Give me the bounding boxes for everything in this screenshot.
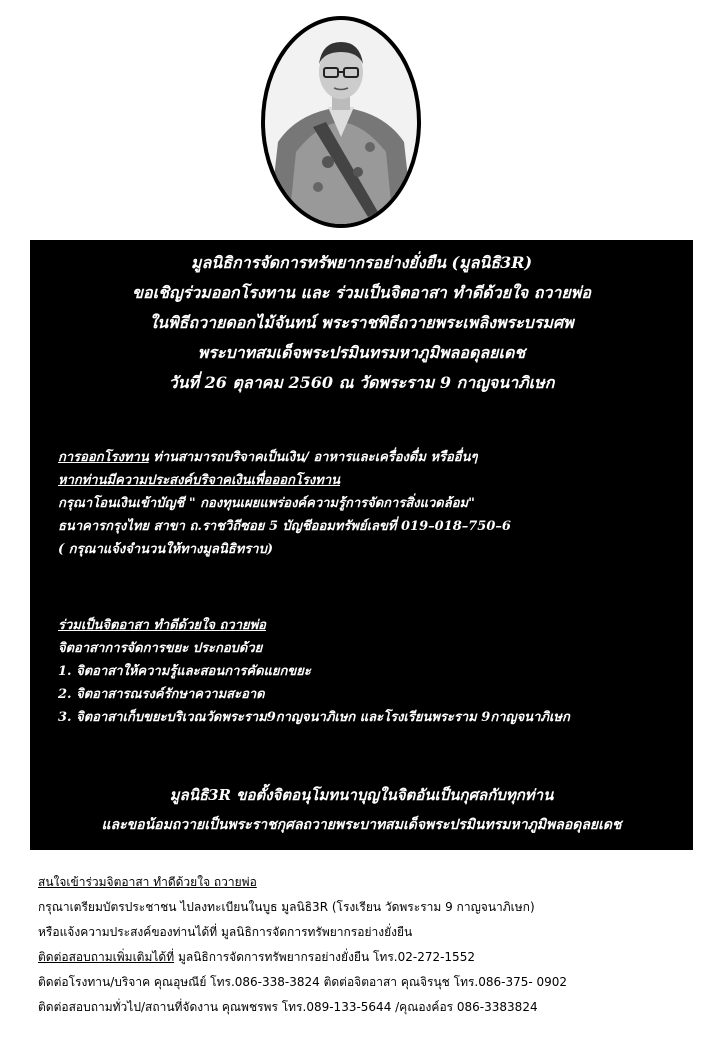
volunteer-section xyxy=(58,614,688,729)
donation-title-rest: ท่านสามารถบริจาคเป็นเงิน/ อาหารและเครื่องดื่ม หรืออื่นๆ xyxy=(148,450,478,465)
heading-line: มูลนิธิการจัดการทรัพยากรอย่างยั่งยืน (มูลนิธิ3R) xyxy=(190,253,533,272)
footer-notify: หรือแจ้งความประสงค์ของท่านได้ที่ มูลนิธิการจัดการทรัพยากรอย่างยั่งยืน xyxy=(38,925,413,939)
volunteer-item: 3. จิตอาสาเก็บขยะบริเวณวัดพระราม9กาญจนาภิเษก และโรงเรียนพระราม 9กาญจนาภิเษก xyxy=(58,710,570,725)
donation-bank: ธนาคารกรุงไทย สาขา ถ.ราชวิถีซอย 5 บัญชีออมทรัพย์เลขที่ 019–018–750–6 xyxy=(58,519,511,534)
donation-note: ( กรุณาแจ้งจำนวนให้ทางมูลนิธิทราบ) xyxy=(58,542,273,557)
announcement-box xyxy=(30,240,693,850)
contact-footer xyxy=(38,870,698,1020)
royal-portrait xyxy=(258,12,424,232)
footer-contact-label: ติดต่อสอบถามเพิ่มเติมได้ที่ xyxy=(38,950,175,964)
donation-subtitle: หากท่านมีความประสงค์บริจาคเงินเพื่อออกโรงทาน xyxy=(58,473,341,488)
heading-line: วันที่ 26 ตุลาคม 2560 ณ วัดพระราม 9 กาญจนาภิเษก xyxy=(168,373,555,392)
footer-contact-donate: ติดต่อโรงทาน/บริจาค คุณอุษณีย์ โทร.086-338-3824 ติดต่อจิตอาสา คุณจิรนุช โทร.086-375- 0902 xyxy=(38,975,568,989)
closing-line: และขอน้อมถวายเป็นพระราชกุศลถวายพระบาทสมเด็จพระปรมินทรมหาภูมิพลอดุลยเดช xyxy=(101,817,622,833)
donation-account-name: กรุณาโอนเงินเข้าบัญชี " กองทุนเผยแพร่องค์ความรู้การจัดการสิ่งแวดล้อม" xyxy=(58,496,475,511)
announcement-heading xyxy=(30,250,693,400)
volunteer-intro: จิตอาสาการจัดการขยะ ประกอบด้วย xyxy=(58,641,263,656)
volunteer-item: 2. จิตอาสารณรงค์รักษาความสะอาด xyxy=(58,687,265,702)
volunteer-title: ร่วมเป็นจิตอาสา ทำดีด้วยใจ ถวายพ่อ xyxy=(58,618,266,633)
footer-contact-general: ติดต่อสอบถามทั่วไป/สถานที่จัดงาน คุณพชรพร โทร.089-133-5644 /คุณองค์อร 086-3383824 xyxy=(38,1000,538,1014)
heading-line: พระบาทสมเด็จพระปรมินทรมหาภูมิพลอดุลยเดช xyxy=(197,343,526,362)
footer-title: สนใจเข้าร่วมจิตอาสา ทำดีด้วยใจ ถวายพ่อ xyxy=(38,875,257,889)
donation-title: การออกโรงทาน xyxy=(58,450,149,465)
closing-message xyxy=(30,780,693,840)
volunteer-item: 1. จิตอาสาให้ความรู้และสอนการคัดแยกขยะ xyxy=(58,664,311,679)
heading-line: ขอเชิญร่วมออกโรงทาน และ ร่วมเป็นจิตอาสา ทำดีด้วยใจ ถวายพ่อ xyxy=(132,283,591,302)
donation-section xyxy=(58,446,688,561)
footer-register: กรุณาเตรียมบัตรประชาชน ไปลงทะเบียนในบูธ มูลนิธิ3R (โรงเรียน วัดพระราม 9 กาญจนาภิเษก) xyxy=(38,900,535,914)
portrait-oval-icon xyxy=(258,12,424,232)
footer-contact-rest: มูลนิธิการจัดการทรัพยากรอย่างยั่งยืน โทร.02-272-1552 xyxy=(174,950,475,964)
heading-line: ในพิธีถวายดอกไม้จันทน์ พระราชพิธีถวายพระเพลิงพระบรมศพ xyxy=(149,313,574,332)
closing-line: มูลนิธิ3R ขอตั้งจิตอนุโมทนาบุญในจิตอันเป็นกุศลกับทุกท่าน xyxy=(169,786,554,804)
